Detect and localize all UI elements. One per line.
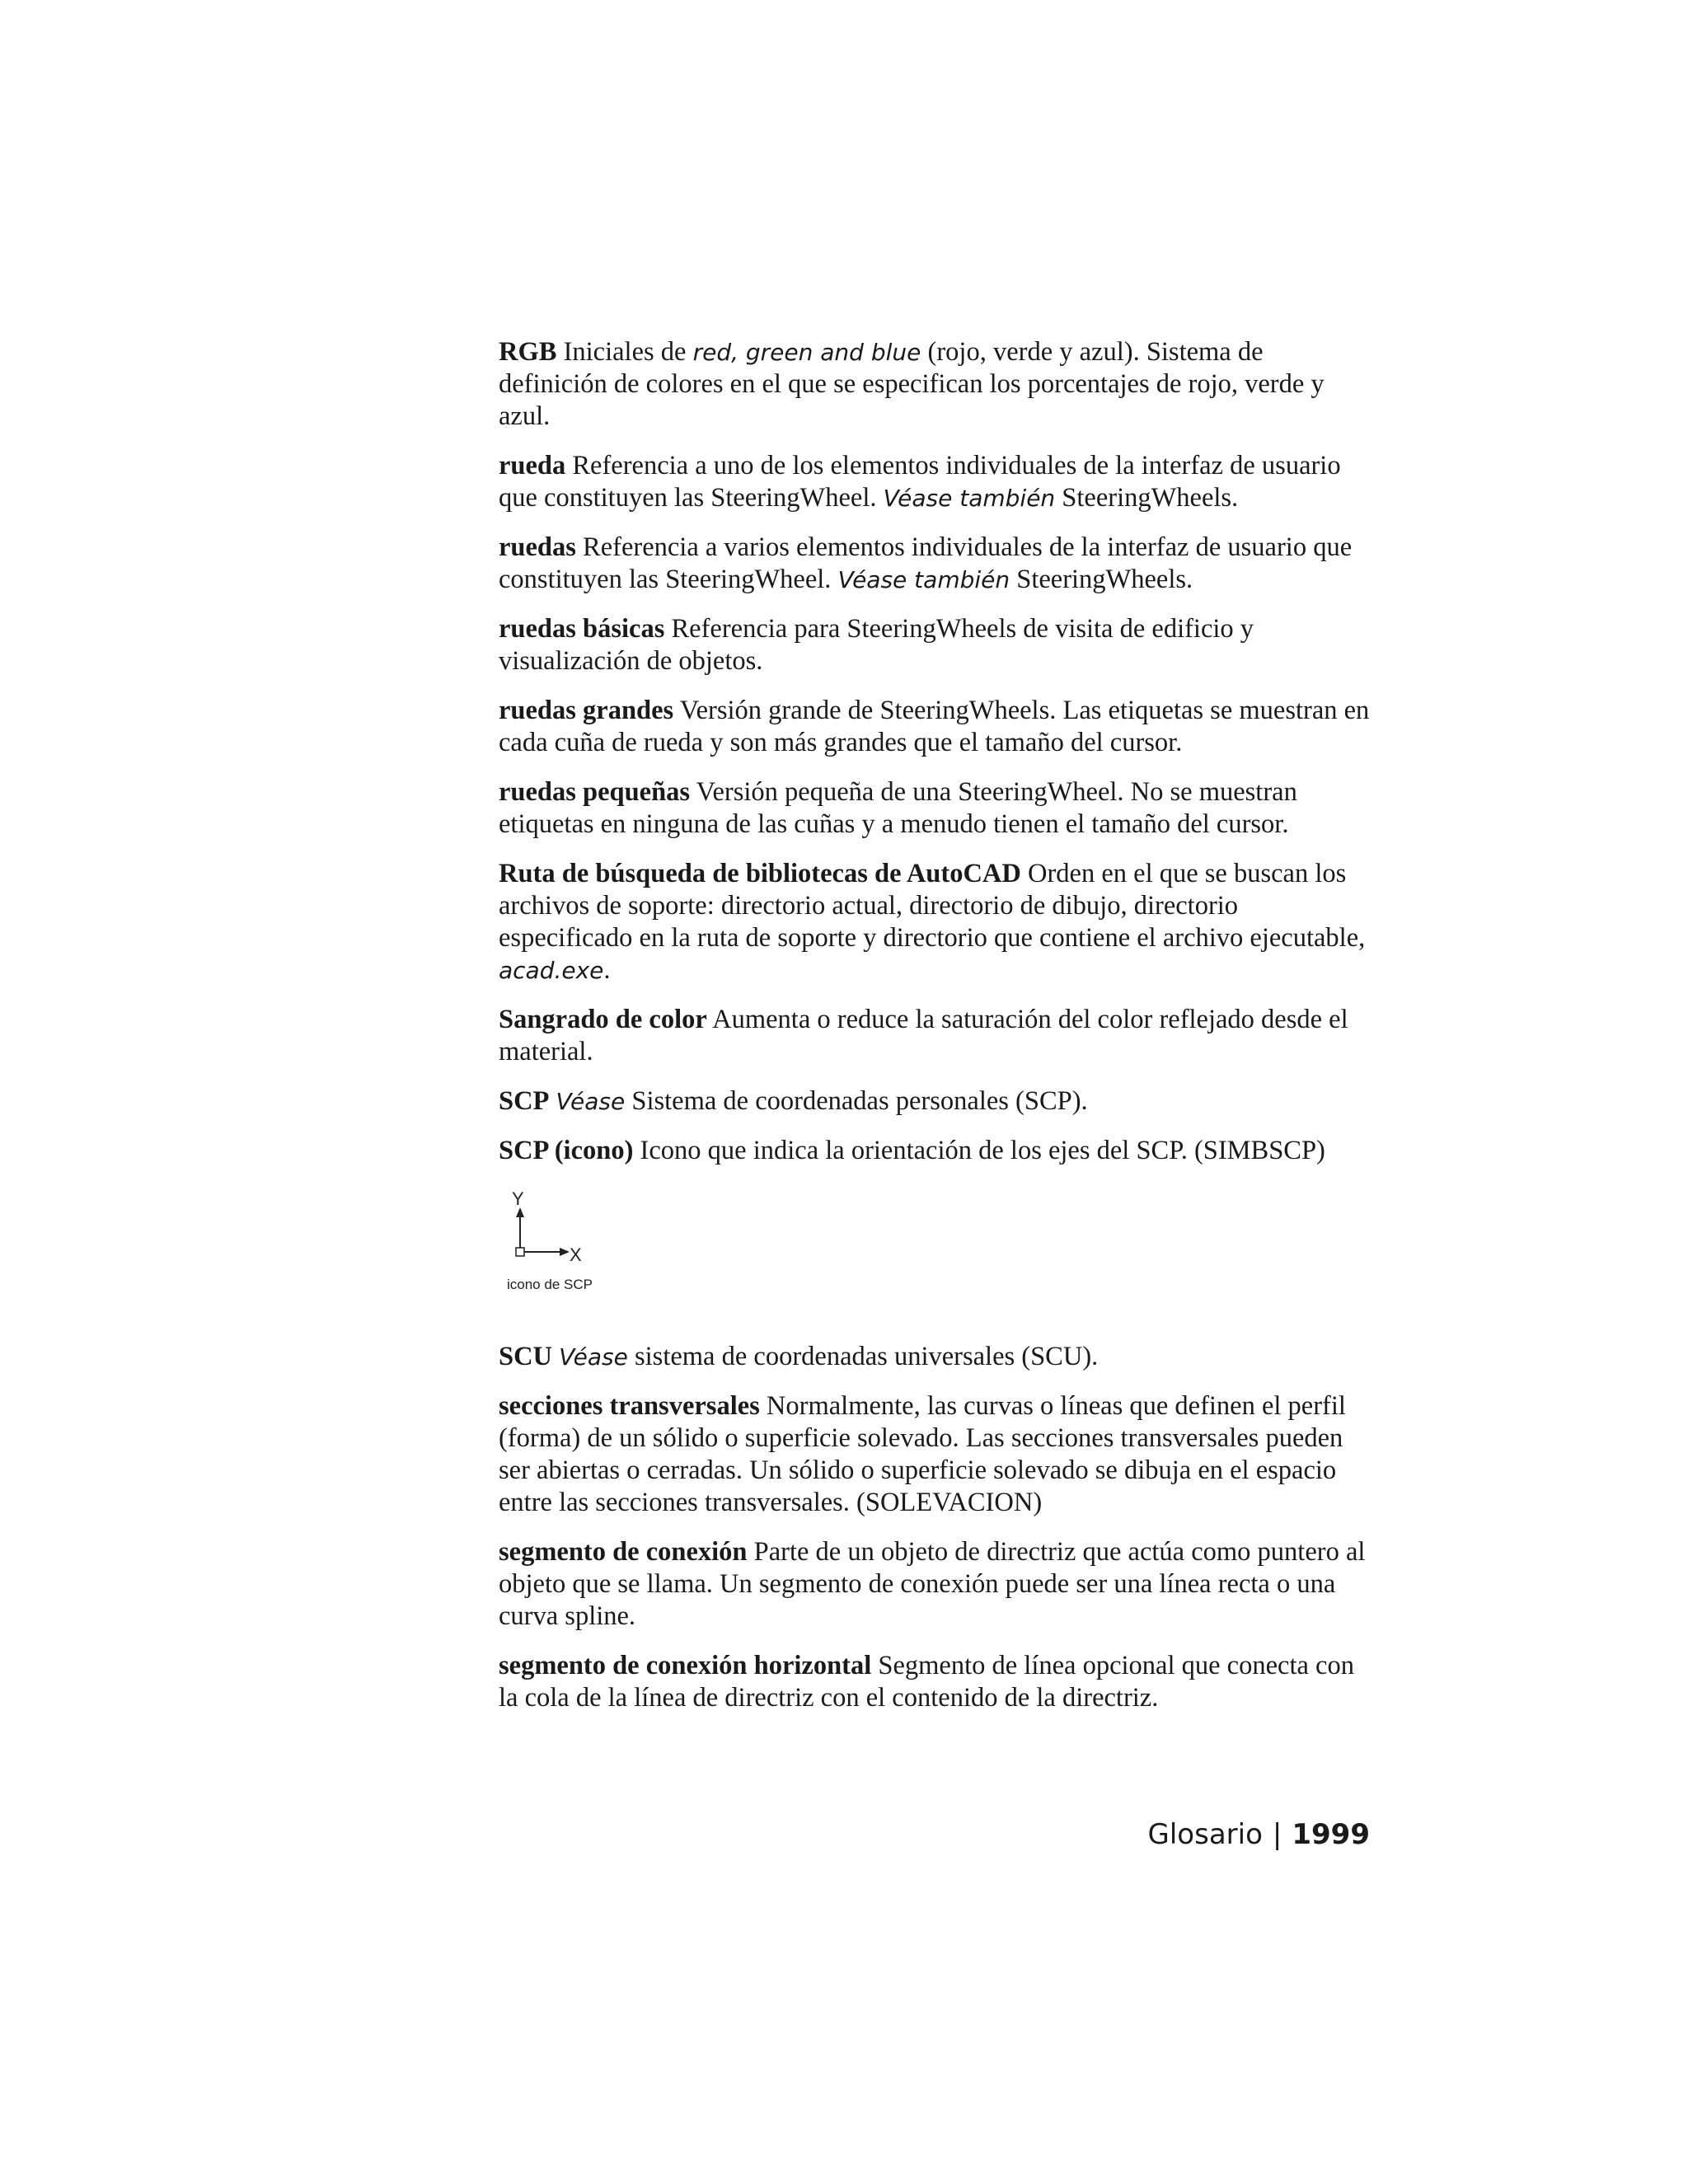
footer-section-title: Glosario <box>1147 1818 1263 1851</box>
definition-text: Referencia a uno de los elementos individuales de la interfaz de usuario que constituyen las SteeringWheel. <box>499 451 1341 513</box>
glossary-term: Sangrado de color <box>499 1005 707 1034</box>
glossary-term: segmento de conexión <box>499 1537 748 1567</box>
definition-text <box>552 1342 559 1371</box>
y-axis-label: Y <box>512 1188 524 1209</box>
definition-text: Versión pequeña de una SteeringWheel. No se muestran etiquetas en ninguna de las cuñas y a menudo tienen el tamaño del cursor. <box>499 777 1297 839</box>
figure-caption: icono de SCP <box>507 1277 593 1292</box>
glossary-term: rueda <box>499 451 566 480</box>
glossary-term: ruedas básicas <box>499 614 665 644</box>
definition-text: Referencia a varios elementos individuales de la interfaz de usuario que constituyen las SteeringWheel. <box>499 532 1353 594</box>
x-axis-label: X <box>570 1244 582 1265</box>
glossary-entry <box>499 1390 1372 1519</box>
definition-text: Sistema de coordenadas personales (SCP). <box>625 1086 1088 1116</box>
definition-text: (rojo, verde y azul). Sistema de definición de colores en el que se especifican los porcentajes de rojo, verde y azul. <box>499 337 1325 431</box>
definition-text: Normalmente, las curvas o líneas que definen el perfil (forma) de un sólido o superficie solevado. Las secciones transversales pueden ser abiertas o cerradas. Un sólido o superficie solevado se dibuja en el espacio entre las secciones transversales. (SOLEVACION) <box>499 1391 1346 1517</box>
italic-text: red, green and blue <box>692 339 921 366</box>
italic-text: Véase también <box>883 485 1056 512</box>
glossary-entry <box>499 776 1372 841</box>
glossary-entry <box>499 1341 1372 1373</box>
glossary-term: secciones transversales <box>499 1391 760 1421</box>
definition-text: Parte de un objeto de directriz que actúa como puntero al objeto que se llama. Un segmento de conexión puede ser una línea recta o una curva spline. <box>499 1537 1366 1631</box>
definition-text: Referencia para SteeringWheels de visita de edificio y visualización de objetos. <box>499 614 1254 676</box>
glossary-entry <box>499 1004 1372 1068</box>
definition-text <box>549 1086 556 1116</box>
definition-text: Versión grande de SteeringWheels. Las etiquetas se muestran en cada cuña de rueda y son más grandes que el tamaño del cursor. <box>499 696 1370 757</box>
glossary-entry <box>499 1135 1372 1167</box>
glossary-term: RGB <box>499 337 557 367</box>
page-number: 1999 <box>1292 1818 1370 1851</box>
glossary-entry <box>499 858 1372 987</box>
ucs-icon-figure <box>499 1184 680 1308</box>
glossary-term: segmento de conexión horizontal <box>499 1651 872 1680</box>
glossary-term: SCP <box>499 1086 550 1116</box>
glossary-term: ruedas <box>499 532 576 562</box>
glossary-entry <box>499 1536 1372 1633</box>
glossary-entry <box>499 450 1372 514</box>
glossary-term: ruedas grandes <box>499 696 674 725</box>
ucs-axes-icon <box>499 1184 680 1275</box>
italic-text: Véase también <box>837 566 1010 593</box>
glossary-entry <box>499 532 1372 596</box>
definition-text: SteeringWheels. <box>1055 483 1239 513</box>
italic-text: Véase <box>559 1343 628 1371</box>
italic-text: Véase <box>556 1088 626 1115</box>
glossary-entries <box>499 336 1372 1167</box>
italic-text: acad.exe <box>499 957 604 984</box>
definition-text: . <box>603 955 611 985</box>
footer-separator: | <box>1272 1818 1282 1851</box>
glossary-term: SCU <box>499 1342 553 1371</box>
definition-text: Icono que indica la orientación de los ejes del SCP. (SIMBSCP) <box>633 1136 1325 1165</box>
glossary-entry <box>499 613 1372 677</box>
glossary-content <box>499 336 1372 1732</box>
glossary-entry <box>499 1650 1372 1714</box>
definition-text: Segmento de línea opcional que conecta con la cola de la línea de directriz con el contenido de la directriz. <box>499 1651 1354 1713</box>
page-footer <box>1148 1818 1370 1851</box>
glossary-entry <box>499 336 1372 433</box>
definition-text: Orden en el que se buscan los archivos de soporte: directorio actual, directorio de dibujo, directorio especificado en la ruta de soporte y directorio que contiene el archivo ejecutable, <box>499 859 1366 953</box>
definition-text: SteeringWheels. <box>1010 565 1193 594</box>
glossary-entries-continued <box>499 1341 1372 1714</box>
glossary-term: ruedas pequeñas <box>499 777 691 807</box>
glossary-term: SCP (icono) <box>499 1136 634 1165</box>
glossary-entry <box>499 1085 1372 1118</box>
definition-text: Iniciales de <box>556 337 693 367</box>
definition-text: sistema de coordenadas universales (SCU). <box>627 1342 1099 1371</box>
glossary-entry <box>499 695 1372 759</box>
definition-text: Aumenta o reduce la saturación del color reflejado desde el material. <box>499 1005 1348 1066</box>
glossary-term: Ruta de búsqueda de bibliotecas de AutoCAD <box>499 859 1021 888</box>
